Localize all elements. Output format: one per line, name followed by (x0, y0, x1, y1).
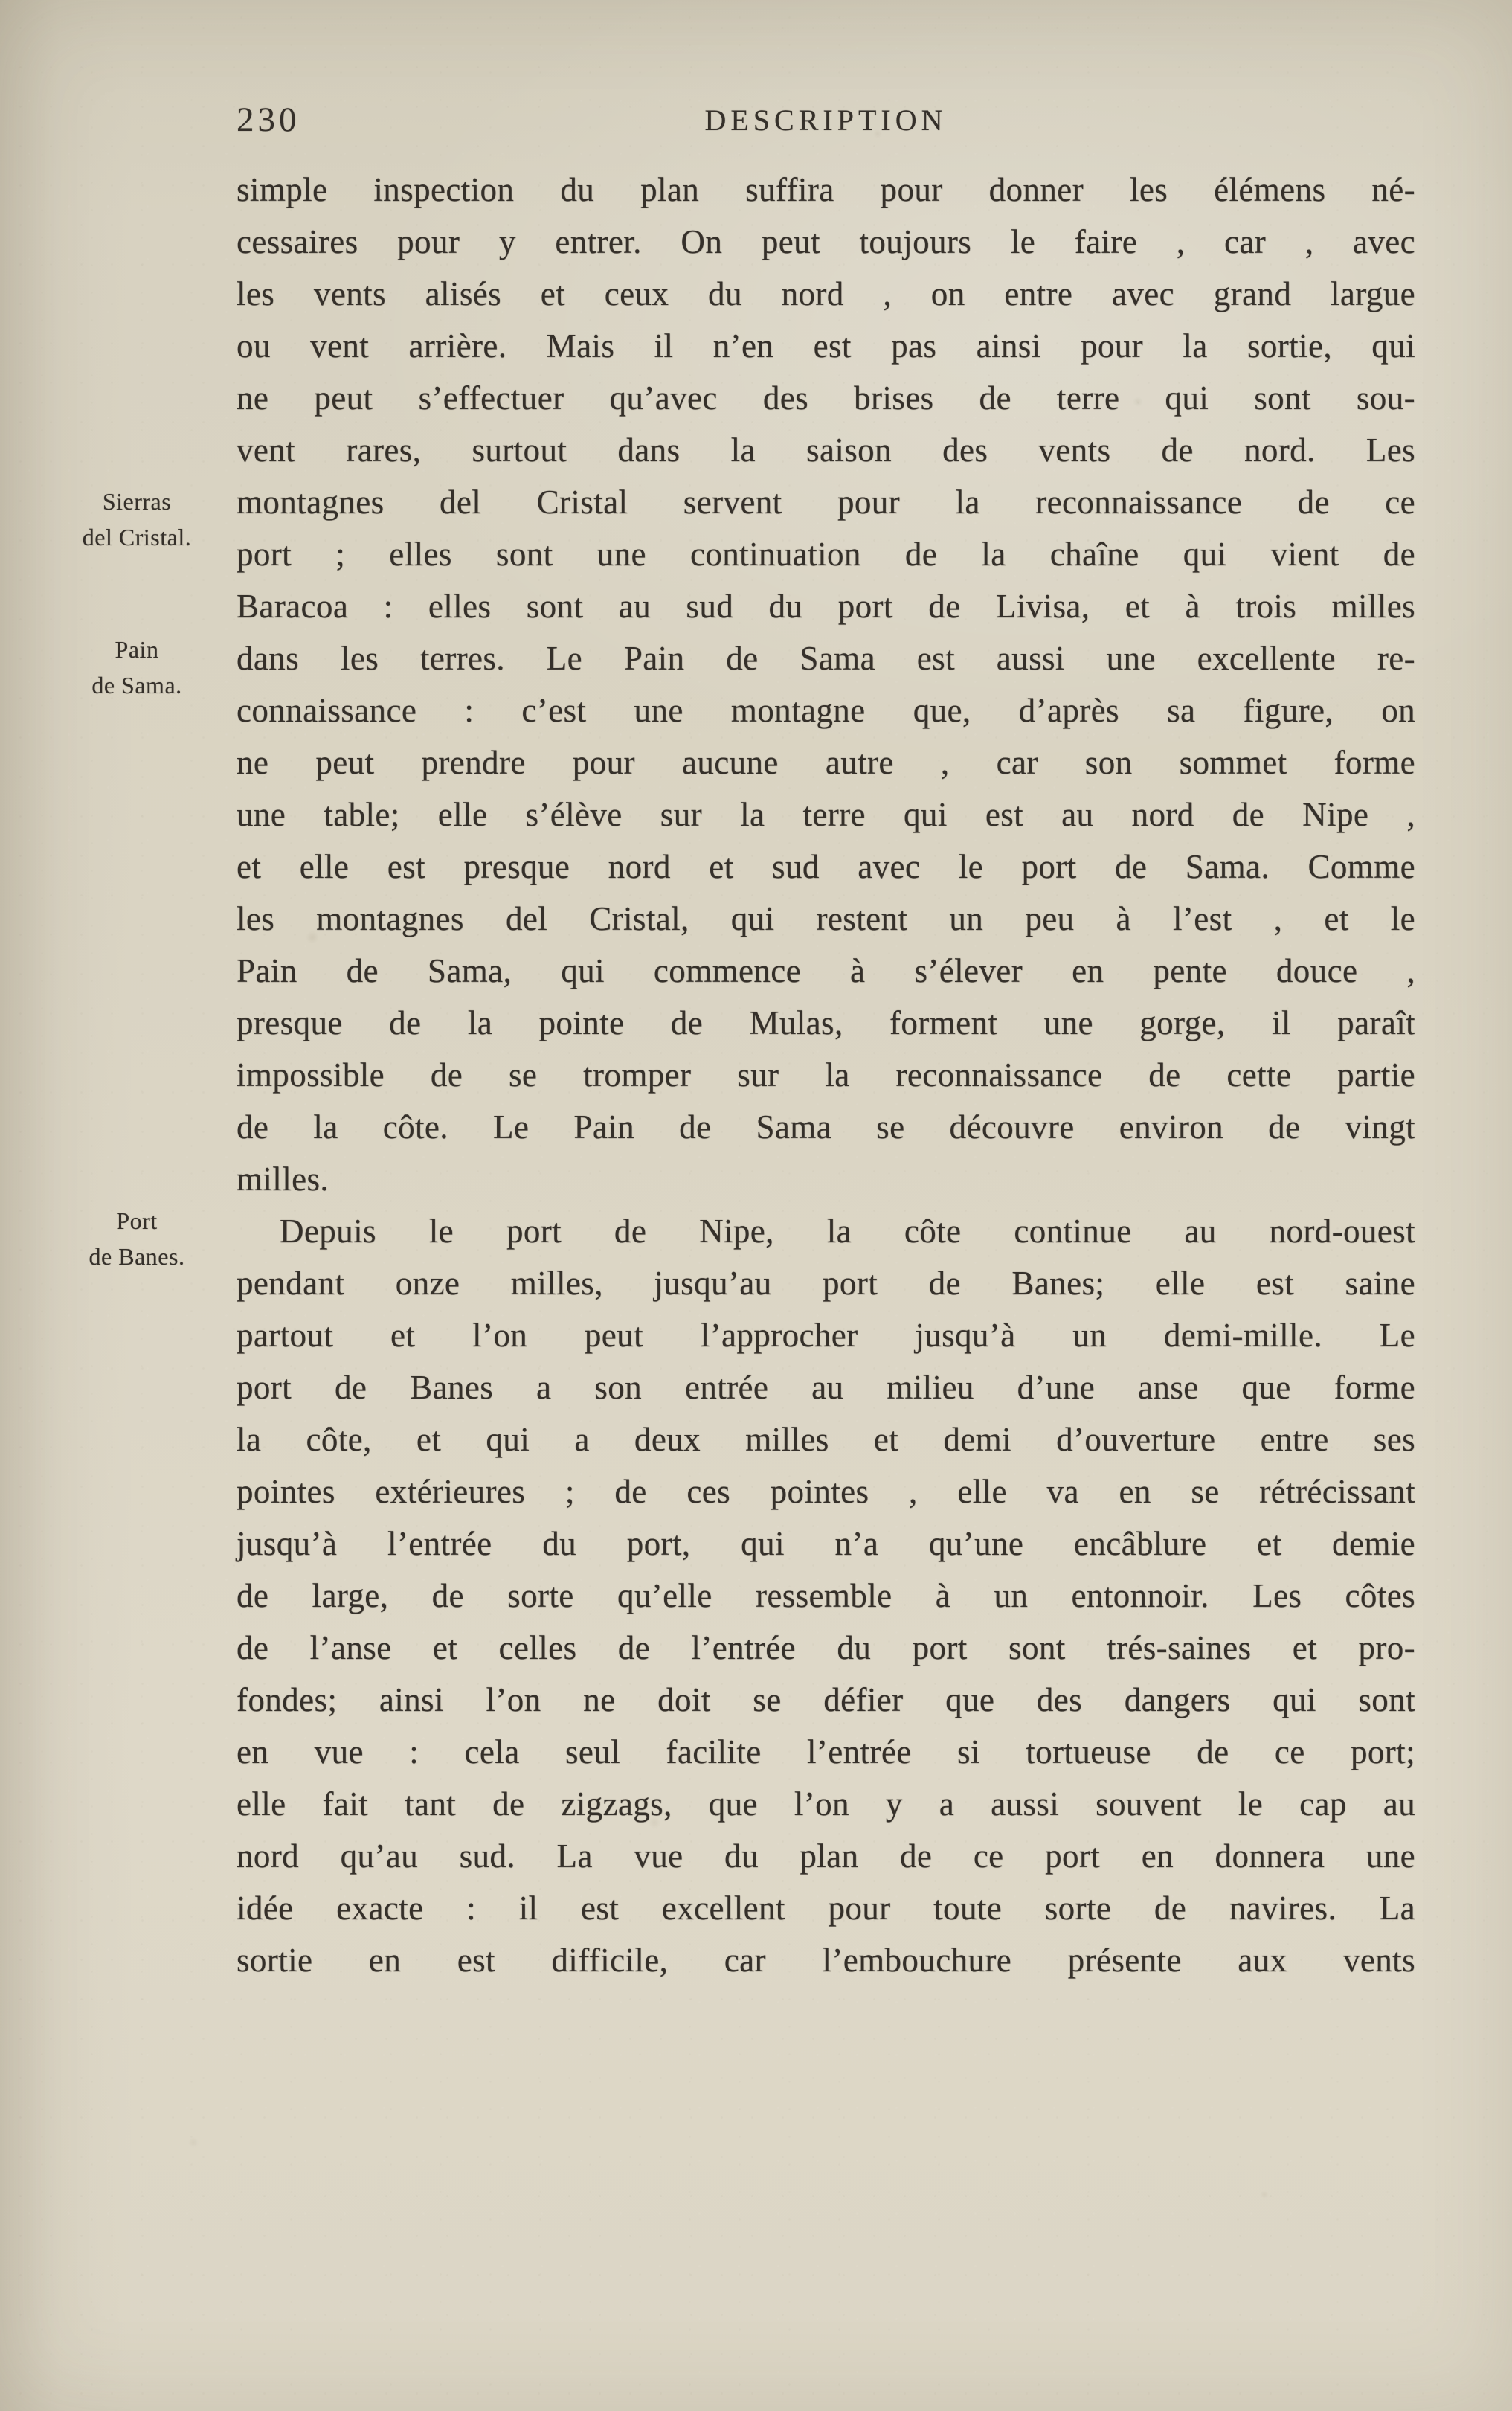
page-number: 230 (237, 100, 300, 139)
margin-note-line: del Cristal. (82, 524, 192, 550)
margin-note-line: de Banes. (89, 1243, 185, 1270)
text-line: fondes; ainsi l’on ne doit se défier que des dangers qui sont (237, 1681, 1415, 1718)
text-line: de l’anse et celles de l’entrée du port sont trés-saines et pro- (237, 1629, 1415, 1666)
text-line: partout et l’on peut l’approcher jusqu’à un demi-mille. Le (237, 1317, 1415, 1354)
text-line: connaissance : c’est une montagne que, d’après sa figure, on (237, 692, 1415, 729)
text-line: Depuis le port de Nipe, la côte continue au nord-ouest (280, 1213, 1415, 1250)
text-line: sortie en est difficile, car l’embouchure présente aux vents (237, 1942, 1415, 1979)
text-line: ne peut prendre pour aucune autre , car son sommet forme (237, 744, 1415, 781)
text-line: impossible de se tromper sur la reconnaissance de cette partie (237, 1056, 1415, 1094)
margin-note-sierras-del-cristal (43, 484, 231, 555)
text-line: de large, de sorte qu’elle ressemble à un entonnoir. Les côtes (237, 1577, 1415, 1614)
text-line: montagnes del Cristal servent pour la reconnaissance de ce (237, 484, 1415, 521)
text-line: dans les terres. Le Pain de Sama est aussi une excellente re- (237, 640, 1415, 677)
text-line: Pain de Sama, qui commence à s’élever en pente douce , (237, 952, 1415, 989)
text-line: pendant onze milles, jusqu’au port de Banes; elle est saine (237, 1265, 1415, 1302)
text-line: idée exacte : il est excellent pour toute sorte de navires. La (237, 1890, 1415, 1927)
margin-note-pain-de-sama (43, 632, 231, 703)
text-line: pointes extérieures ; de ces pointes , elle va en se rétrécissant (237, 1473, 1415, 1510)
text-line: simple inspection du plan suffira pour donner les élémens né- (237, 171, 1415, 208)
margin-note-line: Pain (115, 636, 159, 663)
text-line: port de Banes a son entrée au milieu d’une anse que forme (237, 1369, 1415, 1406)
margin-note-line: de Sama. (91, 672, 182, 699)
margin-note-line: Port (116, 1207, 158, 1234)
text-line: la côte, et qui a deux milles et demi d’ouverture entre ses (237, 1421, 1415, 1458)
text-line: en vue : cela seul facilite l’entrée si tortueuse de ce port; (237, 1733, 1415, 1770)
text-line: elle fait tant de zigzags, que l’on y a aussi souvent le cap au (237, 1785, 1415, 1823)
text-line: cessaires pour y entrer. On peut toujours le faire , car , avec (237, 223, 1415, 260)
text-line: ne peut s’effectuer qu’avec des brises de terre qui sont sou- (237, 379, 1415, 417)
text-line: port ; elles sont une continuation de la chaîne qui vient de (237, 536, 1415, 573)
text-line: les vents alisés et ceux du nord , on entre avec grand largue (237, 275, 1415, 312)
text-line: jusqu’à l’entrée du port, qui n’a qu’une encâblure et demie (237, 1525, 1415, 1562)
text-line: vent rares, surtout dans la saison des vents de nord. Les (237, 431, 1415, 469)
text-line: Baracoa : elles sont au sud du port de Livisa, et à trois milles (237, 588, 1415, 625)
text-line: les montagnes del Cristal, qui restent un peu à l’est , et le (237, 900, 1415, 937)
margin-note-port-de-banes (43, 1203, 231, 1274)
running-header: DESCRIPTION (704, 103, 948, 137)
text-line: et elle est presque nord et sud avec le port de Sama. Comme (237, 848, 1415, 885)
text-line: nord qu’au sud. La vue du plan de ce port en donnera une (237, 1837, 1415, 1875)
text-line: de la côte. Le Pain de Sama se découvre environ de vingt (237, 1108, 1415, 1146)
body-text (237, 164, 1415, 1986)
margin-note-line: Sierras (102, 488, 172, 515)
text-line: ou vent arrière. Mais il n’en est pas ainsi pour la sortie, qui (237, 327, 1415, 365)
text-line: presque de la pointe de Mulas, forment une gorge, il paraît (237, 1004, 1415, 1041)
text-line: une table; elle s’élève sur la terre qui est au nord de Nipe , (237, 796, 1415, 833)
text-line: milles. (237, 1160, 329, 1198)
